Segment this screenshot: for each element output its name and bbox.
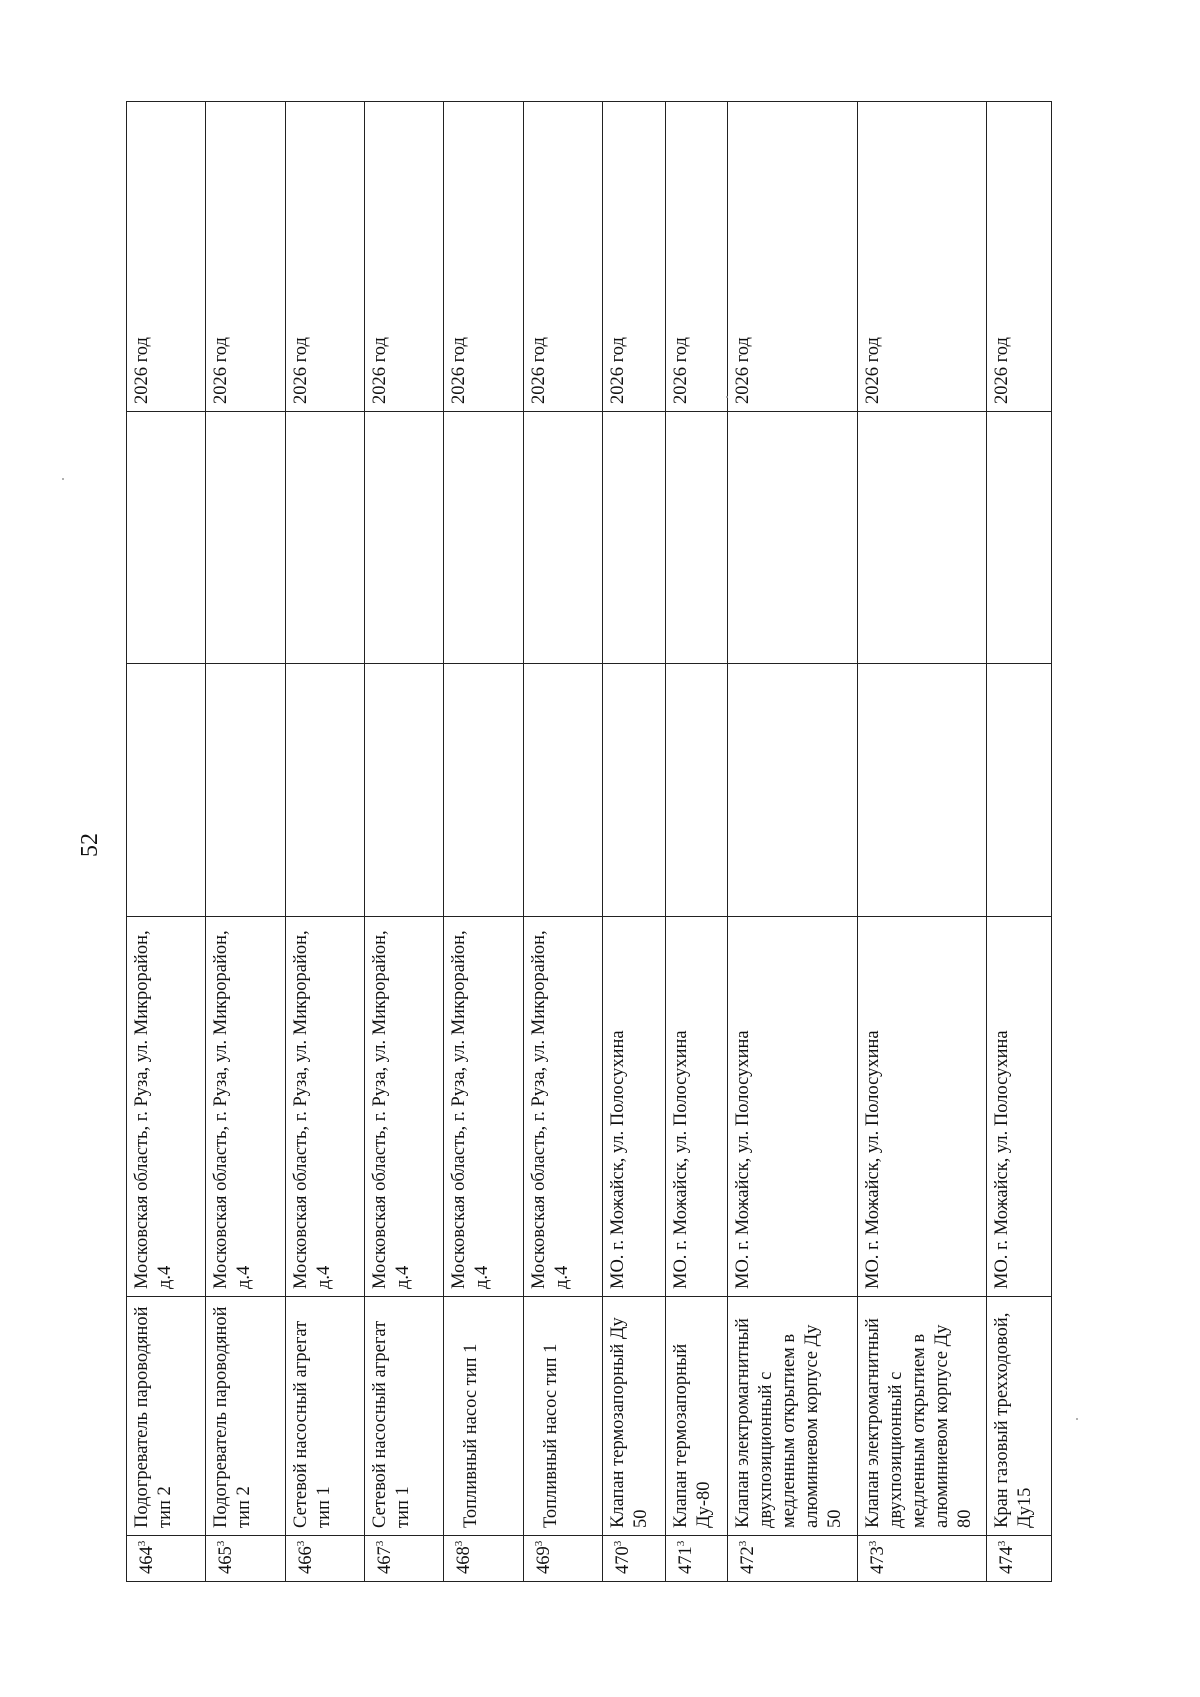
table-row	[987, 102, 1052, 1582]
address-cell	[206, 917, 285, 1297]
date: 2026 год	[992, 337, 1013, 404]
equipment-name-cell	[206, 1297, 285, 1536]
row-number: 472	[738, 1546, 759, 1574]
row-number: 473	[867, 1546, 888, 1574]
date-cell	[365, 102, 444, 412]
row-number: 471	[675, 1546, 696, 1574]
table-row	[127, 102, 206, 1582]
table-row	[444, 102, 523, 1582]
empty-cell-cell	[365, 664, 444, 917]
equipment-name: Клапан термозапорный Ду 50	[608, 1317, 652, 1528]
address: Московская область, г. Руза, ул. Микрорайон, д.4	[370, 930, 414, 1289]
row-number-cell	[857, 1536, 986, 1582]
date-cell	[665, 102, 728, 412]
row-number: 469	[533, 1546, 554, 1574]
address-cell	[987, 917, 1052, 1297]
row-number-cell	[665, 1536, 728, 1582]
address-cell	[285, 917, 364, 1297]
empty-cell-cell	[603, 664, 666, 917]
table-row	[285, 102, 364, 1582]
address: МО. г. Можайск, ул. Полосухина	[608, 1030, 629, 1289]
empty-cell-cell	[127, 412, 206, 664]
row-number: 468	[454, 1546, 475, 1574]
empty-cell-cell	[987, 664, 1052, 917]
empty-cell-cell	[206, 412, 285, 664]
equipment-name-cell	[728, 1297, 857, 1536]
row-number-cell	[603, 1536, 666, 1582]
empty-cell-cell	[285, 664, 364, 917]
date-cell	[127, 102, 206, 412]
row-number-superscript: 3	[453, 1540, 466, 1547]
empty-cell-cell	[206, 664, 285, 917]
row-number-superscript: 3	[866, 1540, 879, 1547]
table-row	[665, 102, 728, 1582]
equipment-name-cell	[987, 1297, 1052, 1536]
equipment-name: Клапан электромагнитный двухпозиционный с медленным открытием в алюминиевом корпусе Ду 80	[862, 1318, 975, 1528]
scan-speck	[62, 478, 64, 480]
empty-cell-cell	[728, 664, 857, 917]
empty-cell-cell	[444, 664, 523, 917]
date: 2026 год	[733, 337, 754, 404]
date-cell	[523, 102, 602, 412]
empty-cell-cell	[523, 664, 602, 917]
address: Московская область, г. Руза, ул. Микрорайон, д.4	[528, 930, 572, 1289]
date-cell	[603, 102, 666, 412]
date: 2026 год	[290, 337, 311, 404]
empty-cell-cell	[127, 664, 206, 917]
row-number-superscript: 3	[612, 1540, 625, 1547]
date: 2026 год	[528, 337, 549, 404]
address: Московская область, г. Руза, ул. Микрорайон, д.4	[211, 930, 255, 1289]
empty-cell-cell	[728, 412, 857, 664]
empty-cell-cell	[665, 664, 728, 917]
row-number-cell	[728, 1536, 857, 1582]
table-row	[857, 102, 986, 1582]
row-number-cell	[365, 1536, 444, 1582]
rotated-table-container	[126, 102, 1052, 1582]
row-number-cell	[206, 1536, 285, 1582]
row-number-superscript: 3	[294, 1540, 307, 1547]
date-cell	[444, 102, 523, 412]
address-cell	[127, 917, 206, 1297]
address: МО. г. Можайск, ул. Полосухина	[733, 1030, 754, 1289]
date-cell	[857, 102, 986, 412]
empty-cell-cell	[987, 412, 1052, 664]
table-body	[127, 102, 1052, 1582]
date-cell	[987, 102, 1052, 412]
address-cell	[665, 917, 728, 1297]
row-number: 470	[613, 1546, 634, 1574]
equipment-name: Клапан термозапорный Ду-80	[670, 1343, 714, 1528]
row-number: 467	[375, 1546, 396, 1574]
date: 2026 год	[132, 337, 152, 404]
row-number-superscript: 3	[215, 1540, 228, 1547]
equipment-name-cell	[127, 1297, 206, 1536]
row-number-cell	[285, 1536, 364, 1582]
table-row	[728, 102, 857, 1582]
row-number-cell	[987, 1536, 1052, 1582]
equipment-table	[126, 101, 1052, 1582]
row-number: 474	[997, 1546, 1018, 1574]
row-number-superscript: 3	[532, 1540, 545, 1547]
address-cell	[728, 917, 857, 1297]
date: 2026 год	[211, 337, 232, 404]
scan-speck	[1076, 1418, 1078, 1420]
equipment-name: Сетевой насосный агрегат тип 1	[290, 1320, 334, 1528]
empty-cell-cell	[365, 412, 444, 664]
equipment-name: Кран газовый трехходовой, Ду15	[992, 1312, 1036, 1528]
date: 2026 год	[370, 337, 391, 404]
empty-cell-cell	[285, 412, 364, 664]
date: 2026 год	[449, 337, 470, 404]
equipment-name: Сетевой насосный агрегат тип 1	[370, 1320, 414, 1528]
address-cell	[603, 917, 666, 1297]
empty-cell-cell	[665, 412, 728, 664]
row-number-superscript: 3	[737, 1540, 750, 1547]
empty-cell-cell	[857, 412, 986, 664]
equipment-name-cell	[285, 1297, 364, 1536]
empty-cell-cell	[603, 412, 666, 664]
equipment-name-cell	[603, 1297, 666, 1536]
equipment-name-cell	[365, 1297, 444, 1536]
address: Московская область, г. Руза, ул. Микрорайон, д.4	[132, 930, 175, 1289]
row-number: 466	[295, 1546, 316, 1574]
date-cell	[285, 102, 364, 412]
equipment-name-cell	[665, 1297, 728, 1536]
scan-speck	[726, 396, 728, 398]
table-row	[206, 102, 285, 1582]
row-number-superscript: 3	[674, 1540, 687, 1547]
address-cell	[365, 917, 444, 1297]
date: 2026 год	[608, 337, 629, 404]
address: МО. г. Можайск, ул. Полосухина	[862, 1030, 883, 1289]
page-number: 52	[77, 833, 103, 857]
row-number: 465	[216, 1546, 237, 1574]
equipment-name: Топливный насос тип 1	[461, 1343, 482, 1528]
empty-cell-cell	[523, 412, 602, 664]
address: МО. г. Можайск, ул. Полосухина	[992, 1030, 1013, 1289]
table-row	[365, 102, 444, 1582]
equipment-name: Подогреватель пароводяной тип 2	[211, 1306, 255, 1528]
date: 2026 год	[670, 337, 691, 404]
address: МО. г. Можайск, ул. Полосухина	[670, 1030, 691, 1289]
address: Московская область, г. Руза, ул. Микрорайон, д.4	[290, 930, 334, 1289]
row-number-cell	[127, 1536, 206, 1582]
equipment-name-cell	[523, 1297, 602, 1536]
empty-cell-cell	[857, 664, 986, 917]
address: Московская область, г. Руза, ул. Микрорайон, д.4	[449, 930, 493, 1289]
row-number-superscript: 3	[374, 1540, 387, 1547]
table-row	[523, 102, 602, 1582]
date-cell	[206, 102, 285, 412]
equipment-name-cell	[444, 1297, 523, 1536]
address-cell	[523, 917, 602, 1297]
empty-cell-cell	[444, 412, 523, 664]
row-number-cell	[523, 1536, 602, 1582]
equipment-name: Клапан электромагнитный двухпозиционный с медленным открытием в алюминиевом корпусе Ду 50	[733, 1318, 846, 1528]
row-number-superscript: 3	[996, 1540, 1009, 1547]
date-cell	[728, 102, 857, 412]
equipment-name-cell	[857, 1297, 986, 1536]
date: 2026 год	[862, 337, 883, 404]
row-number: 464	[137, 1546, 158, 1574]
row-number-cell	[444, 1536, 523, 1582]
row-number-superscript: 3	[136, 1540, 148, 1547]
address-cell	[857, 917, 986, 1297]
address-cell	[444, 917, 523, 1297]
equipment-name: Топливный насос тип 1	[540, 1343, 561, 1528]
equipment-name: Подогреватель пароводяной тип 2	[132, 1306, 175, 1528]
table-row	[603, 102, 666, 1582]
